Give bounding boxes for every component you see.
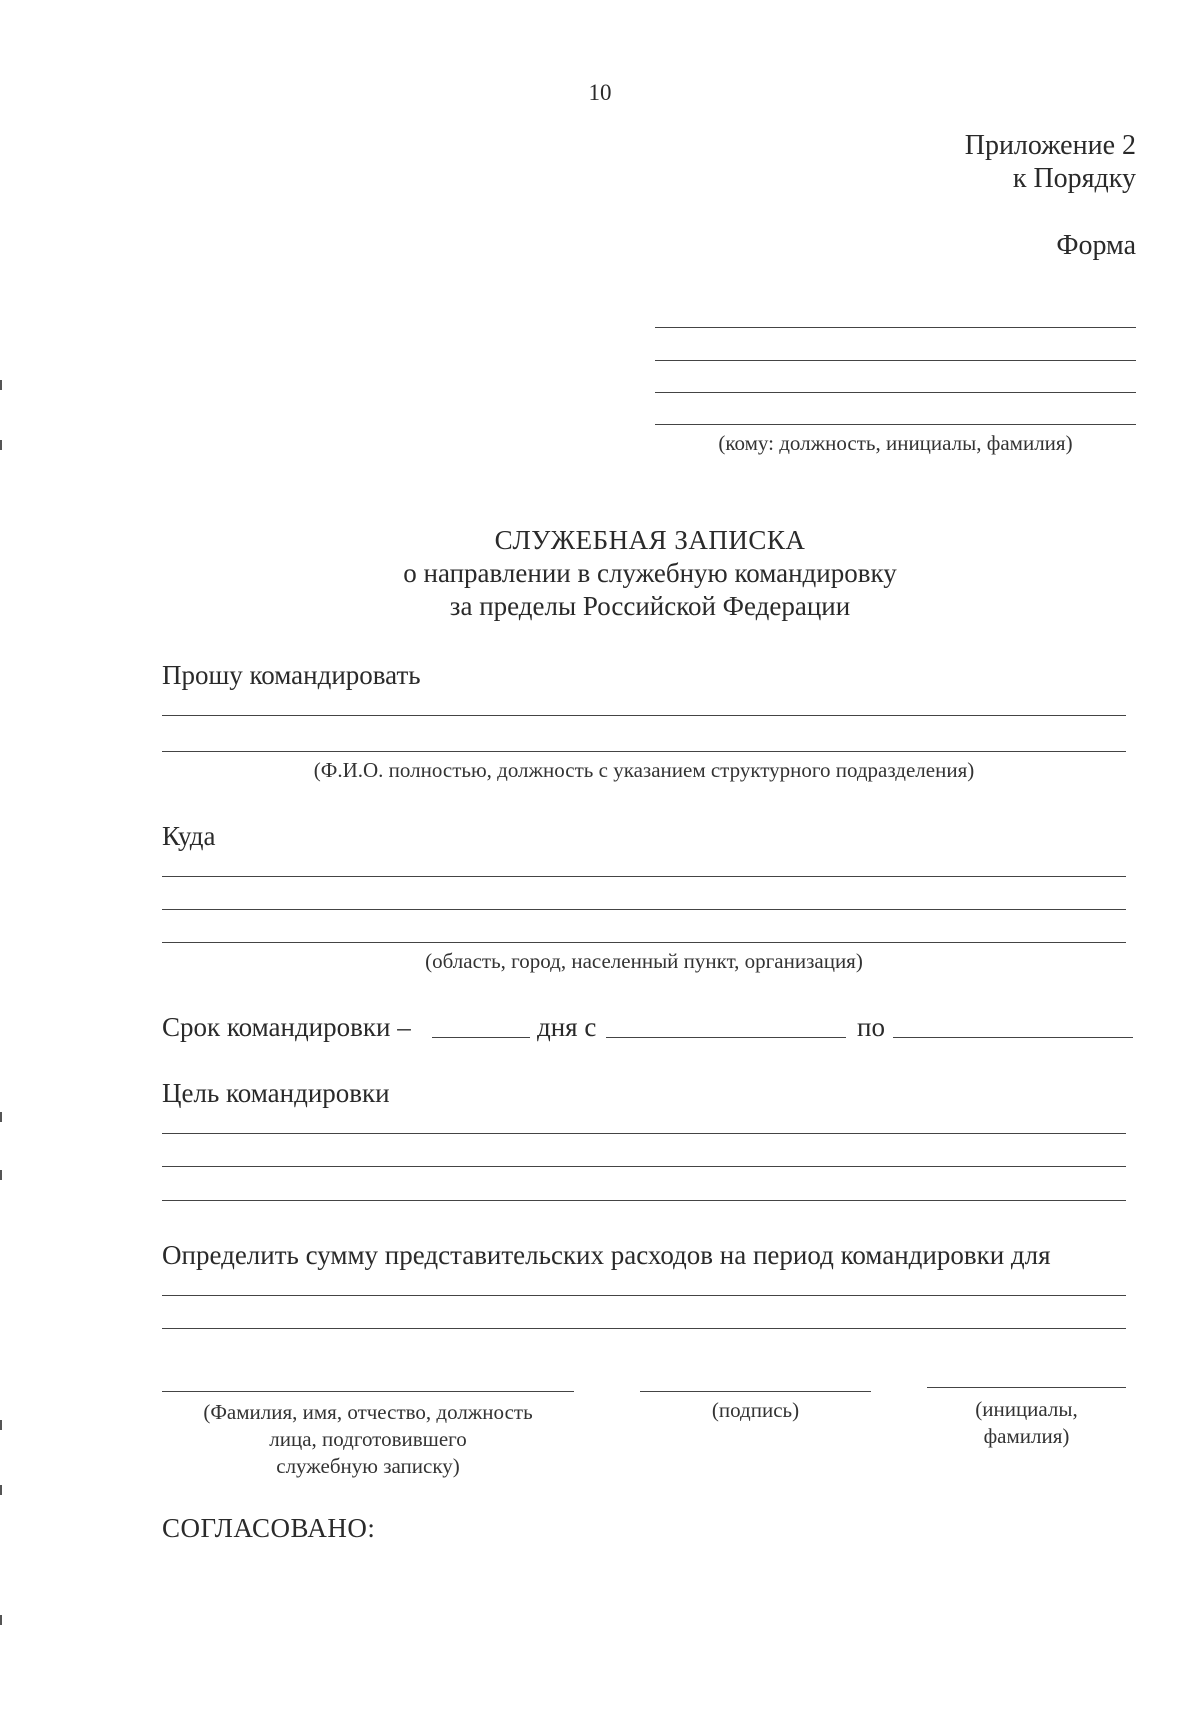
scan-margin-mark <box>0 1420 2 1430</box>
approval-label: СОГЛАСОВАНО: <box>162 1513 376 1543</box>
term-label: Срок командировки – <box>162 1012 411 1042</box>
expenses-line-2[interactable] <box>162 1328 1126 1329</box>
term-to-label: по <box>857 1012 885 1042</box>
preparer-caption-1: (Фамилия, имя, отчество, должность <box>203 1400 533 1424</box>
scan-margin-mark <box>0 380 2 390</box>
initials-line[interactable] <box>927 1387 1126 1388</box>
addressee-line-3[interactable] <box>655 392 1136 393</box>
page-number: 10 <box>588 80 612 105</box>
preparer-caption-3: служебную записку) <box>276 1454 460 1478</box>
form-label: Форма <box>1056 230 1136 261</box>
where-line-3[interactable] <box>162 942 1126 943</box>
purpose-line-3[interactable] <box>162 1200 1126 1201</box>
term-to-field[interactable] <box>893 1037 1133 1038</box>
term-from-field[interactable] <box>606 1037 846 1038</box>
request-line-2[interactable] <box>162 751 1126 752</box>
preparer-name-line[interactable] <box>162 1391 574 1392</box>
scan-margin-mark <box>0 440 2 450</box>
signature-caption: (подпись) <box>711 1398 800 1422</box>
initials-caption-2: фамилия) <box>983 1424 1070 1448</box>
signature-line[interactable] <box>640 1391 871 1392</box>
scan-margin-mark <box>0 1485 2 1495</box>
preparer-caption-2: лица, подготовившего <box>269 1427 467 1451</box>
addressee-caption: (кому: должность, инициалы, фамилия) <box>718 431 1073 455</box>
request-caption: (Ф.И.О. полностью, должность с указанием структурного подразделения) <box>313 758 975 782</box>
expenses-label: Определить сумму представительских расходов на период командировки для <box>162 1240 1051 1270</box>
where-caption: (область, город, населенный пункт, организация) <box>425 949 863 973</box>
term-days-field[interactable] <box>432 1037 530 1038</box>
document-subtitle-1: о направлении в служебную командировку <box>403 558 897 588</box>
scan-margin-mark <box>0 1170 2 1180</box>
where-line-2[interactable] <box>162 909 1126 910</box>
appendix-line-1: Приложение 2 <box>964 130 1136 161</box>
document-title: СЛУЖЕБНАЯ ЗАПИСКА <box>494 525 806 555</box>
initials-caption-1: (инициалы, <box>975 1397 1078 1421</box>
where-label: Куда <box>162 821 216 851</box>
where-line-1[interactable] <box>162 876 1126 877</box>
request-line-1[interactable] <box>162 715 1126 716</box>
appendix-line-2: к Порядку <box>1012 163 1136 194</box>
purpose-line-1[interactable] <box>162 1133 1126 1134</box>
expenses-line-1[interactable] <box>162 1295 1126 1296</box>
term-days-label: дня с <box>537 1012 597 1042</box>
document-subtitle-2: за пределы Российской Федерации <box>449 591 851 621</box>
addressee-line-1[interactable] <box>655 327 1136 328</box>
scan-margin-mark <box>0 1112 2 1122</box>
scan-margin-mark <box>0 1615 2 1625</box>
addressee-line-4[interactable] <box>655 424 1136 425</box>
purpose-line-2[interactable] <box>162 1166 1126 1167</box>
request-label: Прошу командировать <box>162 660 421 690</box>
purpose-label: Цель командировки <box>162 1078 390 1108</box>
addressee-line-2[interactable] <box>655 360 1136 361</box>
